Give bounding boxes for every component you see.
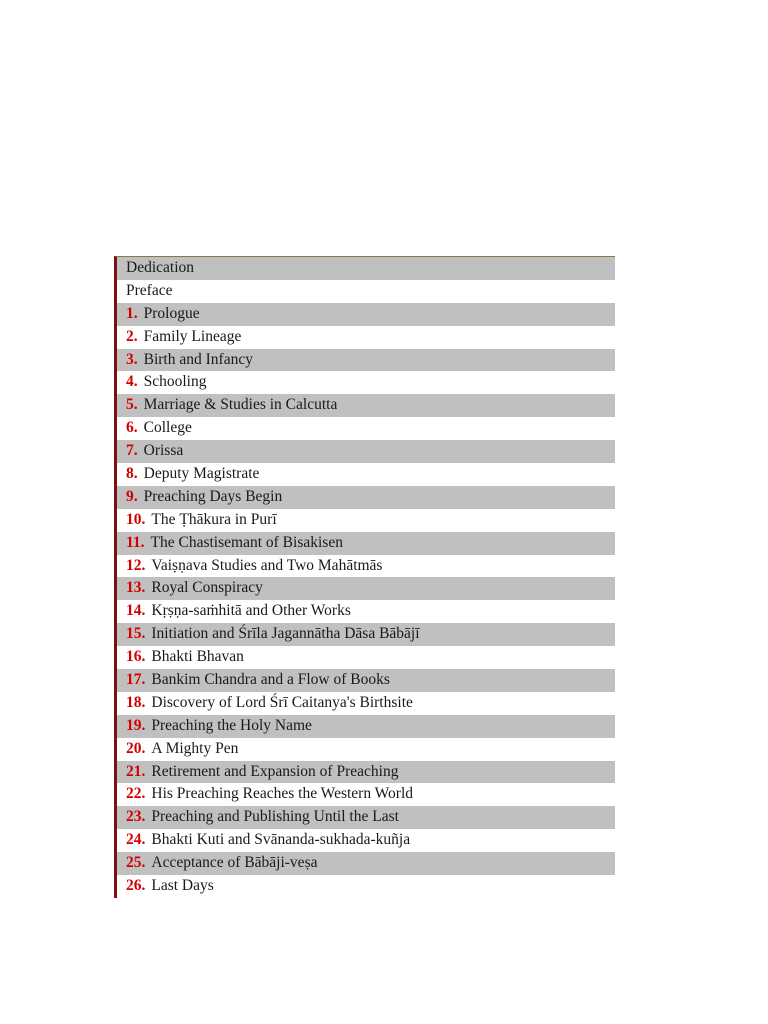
toc-title: Bhakti Bhavan [151,648,244,666]
toc-number: 4. [126,373,138,391]
toc-title: Prologue [143,304,200,322]
toc-row-14[interactable] [117,600,615,623]
toc-number: 17. [126,671,146,689]
toc-title: Preaching and Publishing Until the Last [151,808,399,826]
toc-number: 10. [126,510,146,528]
toc-title: Marriage & Studies in Calcutta [143,396,338,414]
toc-number: 18. [126,693,146,711]
toc-row-13[interactable] [117,577,615,600]
toc-title: The Chastisemant of Bisakisen [150,533,343,551]
toc-title: Discovery of Lord Śrī Caitanya's Birthsite [151,693,413,711]
toc-number: 13. [126,579,146,597]
toc-title: Orissa [143,442,184,460]
toc-title: Vaiṣṇava Studies and Two Mahātmās [151,556,383,574]
toc-row-23[interactable] [117,806,615,829]
toc-row-4[interactable] [117,371,615,394]
toc-row-26[interactable] [117,875,615,898]
toc-title: Initiation and Śrīla Jagannātha Dāsa Bābājī [151,625,420,643]
toc-row-8[interactable] [117,463,615,486]
toc-number: 19. [126,716,146,734]
toc-row-17[interactable] [117,669,615,692]
toc-row-preface[interactable] [117,280,615,303]
toc-row-5[interactable] [117,394,615,417]
toc-title: Birth and Infancy [143,350,253,368]
toc-number: 22. [126,785,146,803]
toc-row-10[interactable] [117,509,615,532]
toc-row-11[interactable] [117,532,615,555]
toc-row-12[interactable] [117,555,615,578]
toc-title: Last Days [151,877,214,895]
toc-title: Royal Conspiracy [151,579,263,597]
toc-row-18[interactable] [117,692,615,715]
toc-number: 12. [126,556,146,574]
toc-number: 23. [126,808,146,826]
toc-number: 20. [126,739,146,757]
toc-row-20[interactable] [117,738,615,761]
toc-title: Bankim Chandra and a Flow of Books [151,671,390,689]
toc-row-1[interactable] [117,303,615,326]
toc-number: 26. [126,877,146,895]
toc-number: 14. [126,602,146,620]
toc-title: Preaching Days Begin [143,487,283,505]
toc-row-7[interactable] [117,440,615,463]
toc-title: Preaching the Holy Name [151,716,312,734]
toc-row-25[interactable] [117,852,615,875]
toc-number: 7. [126,442,138,460]
toc-title: Acceptance of Bābāji-veṣa [151,854,318,872]
toc-number: 24. [126,831,146,849]
toc-row-3[interactable] [117,349,615,372]
toc-row-dedication[interactable] [117,257,615,280]
toc-row-24[interactable] [117,829,615,852]
toc-number: 8. [126,465,138,483]
toc-title: A Mighty Pen [151,739,239,757]
toc-title: Bhakti Kuti and Svānanda-sukhada-kuñja [151,831,411,849]
toc-row-15[interactable] [117,623,615,646]
toc-number: 3. [126,350,138,368]
toc-number: 1. [126,304,138,322]
toc-number: 11. [126,533,145,551]
toc-title: Kṛṣṇa-saṁhitā and Other Works [151,602,351,620]
toc-title: Retirement and Expansion of Preaching [151,762,399,780]
toc-title: Preface [126,281,173,299]
toc-title: Dedication [126,259,195,276]
toc-number: 6. [126,419,138,437]
toc-title: Schooling [143,373,207,391]
toc-row-9[interactable] [117,486,615,509]
toc-row-16[interactable] [117,646,615,669]
table-of-contents [114,256,615,898]
toc-number: 5. [126,396,138,414]
toc-title: His Preaching Reaches the Western World [151,785,414,803]
toc-row-2[interactable] [117,326,615,349]
toc-number: 16. [126,648,146,666]
toc-title: The Ṭhākura in Purī [151,510,277,528]
toc-title: College [143,419,192,437]
toc-number: 15. [126,625,146,643]
toc-title: Deputy Magistrate [143,465,260,483]
toc-title: Family Lineage [143,327,242,345]
toc-row-6[interactable] [117,417,615,440]
toc-number: 9. [126,487,138,505]
toc-row-19[interactable] [117,715,615,738]
toc-number: 25. [126,854,146,872]
toc-number: 2. [126,327,138,345]
toc-number: 21. [126,762,146,780]
toc-row-22[interactable] [117,783,615,806]
toc-row-21[interactable] [117,761,615,784]
